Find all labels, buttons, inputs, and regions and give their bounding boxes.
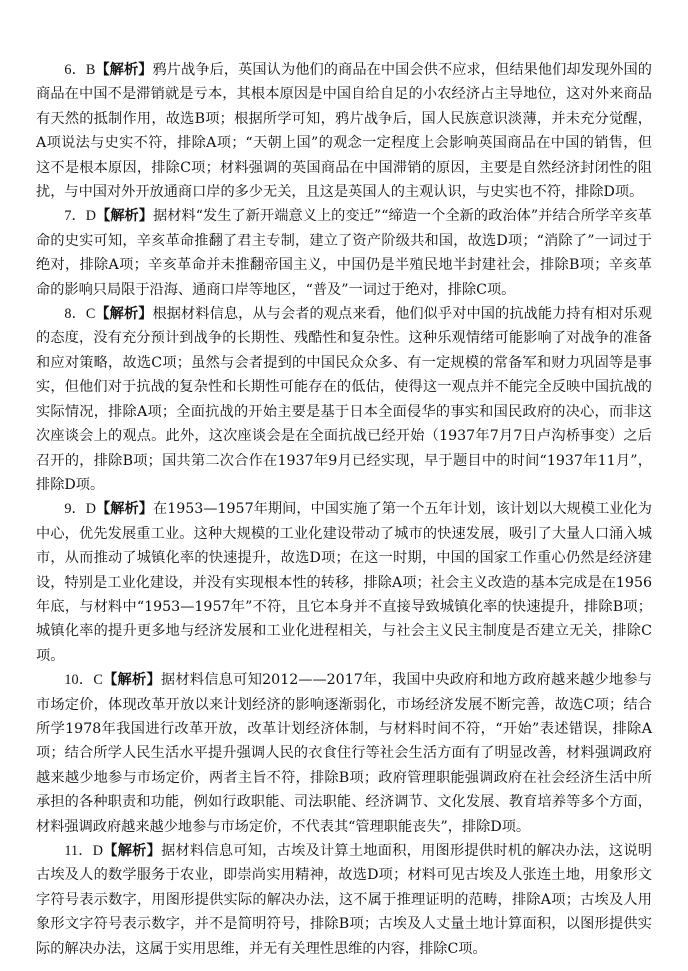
answer-letter: B (85, 62, 96, 78)
explanation-item-10 (36, 668, 652, 839)
answer-explanations (36, 58, 652, 961)
analysis-tag: 【解析】 (95, 306, 153, 323)
explanation-item-6 (36, 58, 652, 204)
answer-letter: C (93, 672, 103, 689)
analysis-tag: 【解析】 (95, 62, 153, 78)
explanation-text: 在1953—1957年期间，中国实施了第一个五年计划，该计划以大规模工业化为中心，优先发展重工业。这种大规模的工业化建设带动了城市的快速发展，吸引了大量人口涌入城市，从而推动了城镇化率的快速提升，故选D项；在这一时期，中国的国家工作重心仍然是经济建设，特别是工业化建设，并没有实现根本性的转移，排除A项；社会主义改造的基本完成是在1956年底，与材料中“1953—1957年”不符，且它本身并不直接导致城镇化率的快速提升，排除B项；城镇化率的提升更多地与经济发展和工业化进程相关，与社会主义民主制度是否建立无关，排除C项。 (36, 501, 652, 664)
explanation-item-9 (36, 497, 652, 668)
question-number: 8． (64, 306, 86, 323)
answer-letter: D (85, 501, 97, 518)
explanation-item-8 (36, 302, 652, 497)
answer-letter: D (92, 843, 104, 859)
analysis-tag: 【解析】 (103, 843, 162, 859)
question-number: 9． (64, 501, 86, 518)
question-number: 10． (64, 672, 94, 689)
question-number: 7． (64, 208, 86, 225)
explanation-text: 根据材料信息，从与会者的观点来看，他们似乎对中国的抗战能力持有相对乐观的态度，没有充分预计到战争的长期性、残酷性和复杂性。这种乐观情绪可能影响了对战争的准备和应对策略，故选C项；虽然与会者提到的中国民众众多、有一定规模的常备军和财力巩固等是事实，但他们对于抗战的复杂性和长期性可能存在的低估，使得这一观点并不能完全反映中国抗战的实际情况，排除A项；全面抗战的开始主要是基于日本全面侵华的事实和国民政府的决心，而非这次座谈会上的观点。此外，这次座谈会是在全面抗战已经开始（1937年7月7日卢沟桥事变）之后召开的，排除B项；国共第二次合作在1937年9月已经实现，早于题目中的时间“1937年11月”，排除D项。 (36, 306, 652, 493)
question-number: 6． (64, 62, 86, 78)
analysis-tag: 【解析】 (102, 672, 161, 689)
answer-letter: D (85, 208, 97, 225)
explanation-text: 据材料信息可知2012——2017年，我国中央政府和地方政府越来越少地参与市场定价，体现改革开放以来计划经济的影响逐渐弱化，市场经济发展不断完善，故选C项；结合所学1978年我国进行改革开放，改革计划经济体制，与材料时间不符，“开始”表述错误，排除A项；结合所学人民生活水平提升强调人民的衣食住行等社会生活方面有了明显改善，材料强调政府越来越少地参与市场定价，两者主旨不符，排除B项；政府管理职能强调政府在社会经济生活中所承担的各种职责和功能，例如行政职能、司法职能、经济调节、文化发展、教育培养等多个方面，材料强调政府越来越少地参与市场定价，不代表其“管理职能丧失”，排除D项。 (36, 672, 652, 835)
explanation-text: 据材料“发生了新开端意义上的变迁”“缔造一个全新的政治体”并结合所学辛亥革命的史实可知，辛亥革命推翻了君主专制，建立了资产阶级共和国，故选D项；“消除了”一词过于绝对，排除A项；辛亥革命并未推翻帝国主义，中国仍是半殖民地半封建社会，排除B项；辛亥革命的影响只局限于沿海、通商口岸等地区，“普及”一词过于绝对，排除C项。 (36, 208, 652, 298)
analysis-tag: 【解析】 (96, 208, 154, 225)
question-number: 11． (64, 843, 93, 859)
answer-letter: C (85, 306, 96, 323)
explanation-text: 鸦片战争后，英国认为他们的商品在中国会供不应求，但结果他们却发现外国的商品在中国不是滞销就是亏本，其根本原因是中国自给自足的小农经济占主导地位，这对外来商品有天然的抵制作用，故选B项；根据所学可知，鸦片战争后，国人民族意识淡薄，并未充分觉醒，A项说法与史实不符，排除A项；“天朝上国”的观念一定程度上会影响英国商品在中国的销售，但这不是根本原因，排除C项；材料强调的英国商品在中国滞销的原因，主要是自然经济封闭性的阻扰，与中国对外开放通商口岸的多少无关，且这是英国人的主观认识，与史实也不符，排除D项。 (36, 62, 652, 201)
explanation-text: 据材料信息可知，古埃及计算土地面积，用图形提供时机的解决办法，这说明古埃及人的数学服务于农业，即崇尚实用精神，故选D项；材料可见古埃及人张连土地，用象形文字符号表示数字，用图形提供实际的解决办法，这不属于推理证明的范畴，排除A项；古埃及人用象形文字符号表示数字，并不是简明符号，排除B项；古埃及人丈量土地计算面积，以图形提供实际的解决办法，这属于实用思维，并无有关理性思维的内容，排除C项。 (36, 843, 652, 957)
explanation-item-7 (36, 204, 652, 302)
analysis-tag: 【解析】 (96, 501, 153, 518)
explanation-item-11 (36, 839, 652, 961)
